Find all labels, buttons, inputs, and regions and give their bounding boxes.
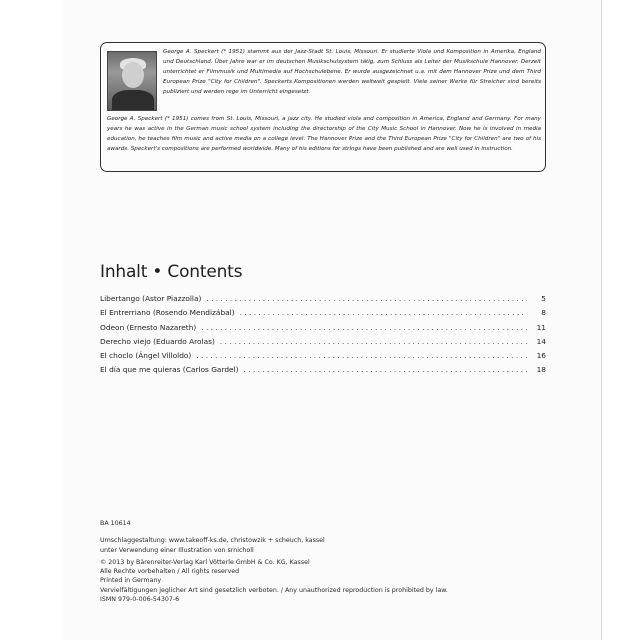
cover-design-credit: Umschlaggestaltung: www.takeoff-ks.de, christowzik + scheuch, kassel [100, 537, 325, 545]
composer-bio-box [100, 42, 546, 172]
printed-line: Printed in Germany [100, 577, 162, 585]
contents-heading: Inhalt • Contents [100, 262, 243, 282]
toc-leader-dots [196, 351, 527, 360]
toc-entry-page: 16 [536, 351, 546, 361]
toc-leader-dots [244, 365, 527, 374]
rights-line: Alle Rechte vorbehalten / All rights reserved [100, 568, 240, 576]
toc-entry[interactable] [100, 365, 546, 379]
photo-body [112, 90, 154, 111]
illustration-credit: unter Verwendung einer Illustration von srnicholl [100, 546, 254, 554]
toc-entry[interactable] [100, 323, 546, 337]
photo-face [122, 62, 144, 88]
toc-leader-dots [220, 337, 527, 346]
edition-number: BA 10614 [100, 520, 131, 527]
toc-entry[interactable] [100, 294, 546, 308]
toc-entry-page: 8 [541, 308, 546, 318]
table-of-contents [100, 294, 546, 380]
composer-photo [107, 51, 157, 111]
toc-leader-dots [201, 323, 527, 332]
ismn-line: ISMN 979-0-006-54307-6 [100, 596, 180, 604]
toc-entry-title: Libertango (Astor Piazzolla) [100, 294, 202, 303]
toc-entry[interactable] [100, 337, 546, 351]
toc-entry-title: El Entrerriano (Rosendo Mendizábal) [100, 308, 235, 318]
toc-entry-title: El choclo (Ángel Villoldo) [100, 351, 192, 361]
copyright-line: © 2013 by Bärenreiter-Verlag Karl Vötterle GmbH & Co. KG, Kassel [100, 558, 310, 566]
spacer [100, 528, 540, 536]
toc-leader-dots [206, 294, 527, 303]
toc-entry-title: Derecho viejo (Eduardo Arolas) [100, 336, 215, 346]
toc-entry-page: 14 [536, 336, 546, 346]
toc-leader-dots [240, 308, 527, 317]
toc-entry-title: El día que me quieras (Carlos Gardel) [100, 365, 239, 375]
bio-english-text: George A. Speckert (* 1951) comes from St. Louis, Missouri, a jazz city. He studied viola and composition in America, England and Germany. For many years he was active in the German music school system including the directorship of the City Music School in Hannover. Now he is involved in media education, he teaches film music and active media on a college level. The Hannover Prize and the Third European Prize "City for Children" are two of his awards. Speckert's compositions are performed worldwide. Many of his editions for strings have been published and are well used in instruction. [107, 116, 541, 152]
toc-entry-page: 18 [536, 365, 546, 375]
reproduction-notice: Vervielfältigungen jeglicher Art sind gesetzlich verboten. / Any unauthorized reproduction is prohibited by law. [100, 586, 448, 594]
toc-entry-title: Odeon (Ernesto Nazareth) [100, 322, 197, 332]
toc-entry[interactable] [100, 308, 546, 322]
toc-entry[interactable] [100, 351, 546, 365]
toc-entry-page: 11 [536, 322, 546, 332]
toc-entry-page: 5 [541, 294, 546, 303]
page-margin [0, 0, 62, 640]
bio-german-text: George A. Speckert (* 1951) stammt aus der Jazz-Stadt St. Louis, Missouri. Er studierte Viola und Komposition in Amerika, England und Deutschland. Über Jahre war er im deutschen Musikschulsystem tätig, zum Schluss als Leiter der Musikschule Hannover. Derzeit unterrichtet er Filmmusik und Multimedia auf Hochschulebene. Er wurde ausgezeichnet u.a. mit dem Hannover Prize und dem Third European Prize "City for Children". Speckerts Kompositionen werden weltweit gespielt. Viele seiner Werke für Streicher sind bereits publiziert und werden rege im Unterricht eingesetzt. [163, 49, 541, 95]
publisher-credits [100, 519, 540, 604]
